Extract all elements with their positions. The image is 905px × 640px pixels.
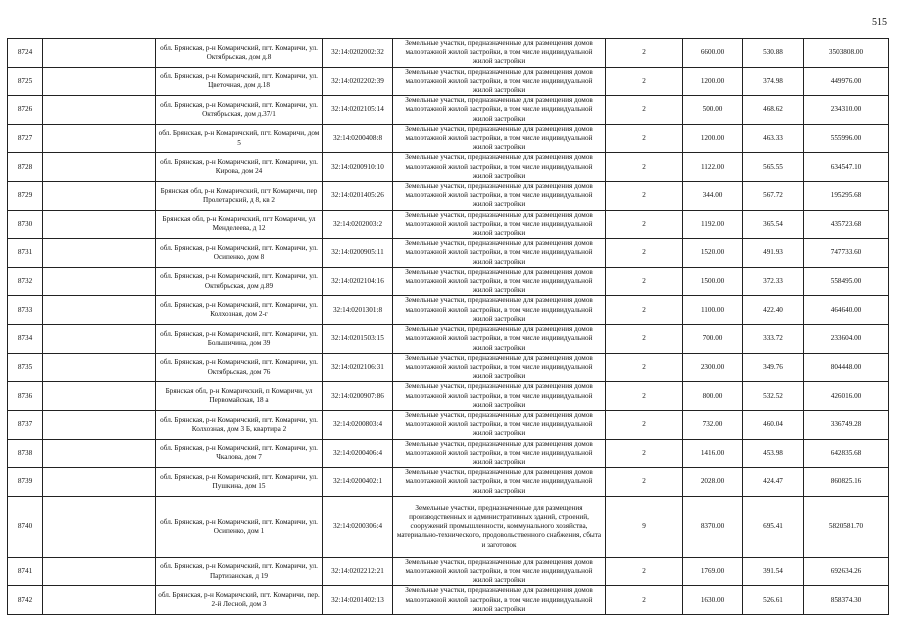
land-use-cell: Земельные участки, предназначенные для размещения домов малоэтажной жилой застройки, в том числе индивидуальной жилой застройки: [393, 239, 606, 268]
address-cell: обл. Брянская, р-н Комаричский, пгт. Комаричи, ул. Октябрьская, дом д.8: [156, 39, 323, 68]
table-row: [8, 325, 889, 354]
record-number-cell: 8742: [8, 586, 43, 615]
area-cell: 2028.00: [683, 468, 743, 497]
group-cell: 2: [606, 96, 683, 125]
empty-cell: [43, 382, 156, 411]
cadastral-value-cell: 5820581.70: [804, 496, 889, 557]
land-use-cell: Земельные участки, предназначенные для размещения домов малоэтажной жилой застройки, в том числе индивидуальной жилой застройки: [393, 586, 606, 615]
address-cell: обл. Брянская, р-н Комаричский, пгт. Комаричи, ул. Кирова, дом 24: [156, 153, 323, 182]
address-cell: обл. Брянская, р-н Комаричский, пгт. Комаричи, пер. 2-й Лесной, дом 3: [156, 586, 323, 615]
empty-cell: [43, 124, 156, 153]
cadastral-number-cell: 32:14:0202104:16: [323, 267, 393, 296]
table-row: [8, 124, 889, 153]
cadastral-value-cell: 747733.60: [804, 239, 889, 268]
table-row: [8, 468, 889, 497]
group-cell: 2: [606, 353, 683, 382]
cadastral-number-cell: 32:14:0201503:15: [323, 325, 393, 354]
empty-cell: [43, 96, 156, 125]
rate-cell: 453.98: [743, 439, 804, 468]
table-row: [8, 267, 889, 296]
cadastral-number-cell: 32:14:0201405:26: [323, 182, 393, 211]
address-cell: обл. Брянская, р-н Комаричский, пгт. Комаричи, ул. Колхозная, дом 2-г: [156, 296, 323, 325]
cadastral-value-cell: 860825.16: [804, 468, 889, 497]
cadastral-number-cell: 32:14:0201301:8: [323, 296, 393, 325]
record-number-cell: 8731: [8, 239, 43, 268]
cadastral-number-cell: 32:14:0200408:8: [323, 124, 393, 153]
group-cell: 2: [606, 410, 683, 439]
cadastral-value-cell: 3503808.00: [804, 39, 889, 68]
table-row: [8, 153, 889, 182]
empty-cell: [43, 410, 156, 439]
area-cell: 1100.00: [683, 296, 743, 325]
land-use-cell: Земельные участки, предназначенные для размещения домов малоэтажной жилой застройки, в том числе индивидуальной жилой застройки: [393, 382, 606, 411]
land-use-cell: Земельные участки, предназначенные для размещения домов малоэтажной жилой застройки, в том числе индивидуальной жилой застройки: [393, 439, 606, 468]
rate-cell: 491.93: [743, 239, 804, 268]
cadastral-value-cell: 858374.30: [804, 586, 889, 615]
rate-cell: 391.54: [743, 557, 804, 586]
area-cell: 1122.00: [683, 153, 743, 182]
table-row: [8, 296, 889, 325]
table-row: [8, 39, 889, 68]
group-cell: 2: [606, 39, 683, 68]
group-cell: 2: [606, 586, 683, 615]
address-cell: обл. Брянская, р-н Комаричский, пгт. Комаричи, ул. Цветочная, дом д.18: [156, 67, 323, 96]
area-cell: 344.00: [683, 182, 743, 211]
area-cell: 1192.00: [683, 210, 743, 239]
land-use-cell: Земельные участки, предназначенные для размещения домов малоэтажной жилой застройки, в том числе индивидуальной жилой застройки: [393, 410, 606, 439]
group-cell: 2: [606, 124, 683, 153]
rate-cell: 526.61: [743, 586, 804, 615]
area-cell: 700.00: [683, 325, 743, 354]
record-number-cell: 8726: [8, 96, 43, 125]
cadastral-value-cell: 336749.28: [804, 410, 889, 439]
address-cell: обл. Брянская, р-н Комаричский, пгт. Комаричи, ул. Осипенко, дом 8: [156, 239, 323, 268]
rate-cell: 460.04: [743, 410, 804, 439]
group-cell: 2: [606, 468, 683, 497]
cadastral-value-cell: 642835.68: [804, 439, 889, 468]
group-cell: 2: [606, 382, 683, 411]
cadastral-value-cell: 195295.68: [804, 182, 889, 211]
group-cell: 2: [606, 557, 683, 586]
land-use-cell: Земельные участки, предназначенные для размещения домов малоэтажной жилой застройки, в том числе индивидуальной жилой застройки: [393, 557, 606, 586]
cadastral-value-cell: 804448.00: [804, 353, 889, 382]
table-row: [8, 96, 889, 125]
cadastral-value-cell: 233604.00: [804, 325, 889, 354]
land-use-cell: Земельные участки, предназначенные для размещения домов малоэтажной жилой застройки, в том числе индивидуальной жилой застройки: [393, 296, 606, 325]
record-number-cell: 8740: [8, 496, 43, 557]
address-cell: обл. Брянская, р-н Комаричский, пгт. Комаричи, ул. Октябрьская, дом 76: [156, 353, 323, 382]
empty-cell: [43, 557, 156, 586]
record-number-cell: 8738: [8, 439, 43, 468]
empty-cell: [43, 153, 156, 182]
cadastral-value-cell: 558495.00: [804, 267, 889, 296]
group-cell: 2: [606, 239, 683, 268]
table-row: [8, 439, 889, 468]
cadastral-value-cell: 692634.26: [804, 557, 889, 586]
address-cell: Брянская обл, р-н Комаричский, пгт Комаричи, пер Пролетарский, д 8, кв 2: [156, 182, 323, 211]
area-cell: 732.00: [683, 410, 743, 439]
cadastral-value-cell: 464640.00: [804, 296, 889, 325]
address-cell: обл. Брянская, р-н Комаричский, пгт. Комаричи, ул. Пушкина, дом 15: [156, 468, 323, 497]
area-cell: 1630.00: [683, 586, 743, 615]
rate-cell: 565.55: [743, 153, 804, 182]
land-use-cell: Земельные участки, предназначенные для размещения домов малоэтажной жилой застройки, в том числе индивидуальной жилой застройки: [393, 67, 606, 96]
table-row: [8, 67, 889, 96]
rate-cell: 349.76: [743, 353, 804, 382]
group-cell: 9: [606, 496, 683, 557]
record-number-cell: 8734: [8, 325, 43, 354]
rate-cell: 422.40: [743, 296, 804, 325]
group-cell: 2: [606, 182, 683, 211]
record-number-cell: 8732: [8, 267, 43, 296]
rate-cell: 463.33: [743, 124, 804, 153]
table-row: [8, 586, 889, 615]
group-cell: 2: [606, 439, 683, 468]
area-cell: 1769.00: [683, 557, 743, 586]
registry-table: [7, 38, 889, 615]
record-number-cell: 8741: [8, 557, 43, 586]
area-cell: 1200.00: [683, 67, 743, 96]
cadastral-number-cell: 32:14:0200402:1: [323, 468, 393, 497]
record-number-cell: 8727: [8, 124, 43, 153]
cadastral-number-cell: 32:14:0200803:4: [323, 410, 393, 439]
land-use-cell: Земельные участки, предназначенные для размещения домов малоэтажной жилой застройки, в том числе индивидуальной жилой застройки: [393, 267, 606, 296]
land-use-cell: Земельные участки, предназначенные для размещения домов малоэтажной жилой застройки, в том числе индивидуальной жилой застройки: [393, 124, 606, 153]
group-cell: 2: [606, 210, 683, 239]
empty-cell: [43, 586, 156, 615]
group-cell: 2: [606, 296, 683, 325]
table-row: [8, 239, 889, 268]
land-use-cell: Земельные участки, предназначенные для размещения домов малоэтажной жилой застройки, в том числе индивидуальной жилой застройки: [393, 39, 606, 68]
cadastral-number-cell: 32:14:0202002:32: [323, 39, 393, 68]
group-cell: 2: [606, 267, 683, 296]
area-cell: 500.00: [683, 96, 743, 125]
cadastral-value-cell: 426016.00: [804, 382, 889, 411]
empty-cell: [43, 210, 156, 239]
land-use-cell: Земельные участки, предназначенные для размещения домов малоэтажной жилой застройки, в том числе индивидуальной жилой застройки: [393, 468, 606, 497]
area-cell: 6600.00: [683, 39, 743, 68]
record-number-cell: 8739: [8, 468, 43, 497]
record-number-cell: 8728: [8, 153, 43, 182]
page-number: 515: [872, 17, 887, 28]
address-cell: обл. Брянская, р-н Комаричский, пгт. Комаричи, ул. Чкалова, дом 7: [156, 439, 323, 468]
record-number-cell: 8725: [8, 67, 43, 96]
cadastral-number-cell: 32:14:0202003:2: [323, 210, 393, 239]
cadastral-value-cell: 435723.68: [804, 210, 889, 239]
land-use-cell: Земельные участки, предназначенные для размещения домов малоэтажной жилой застройки, в том числе индивидуальной жилой застройки: [393, 353, 606, 382]
empty-cell: [43, 325, 156, 354]
address-cell: обл. Брянская, р-н Комаричский, пгт. Комаричи, ул. Колхозная, дом 3 Б, квартира 2: [156, 410, 323, 439]
empty-cell: [43, 239, 156, 268]
empty-cell: [43, 182, 156, 211]
record-number-cell: 8736: [8, 382, 43, 411]
cadastral-number-cell: 32:14:0202202:39: [323, 67, 393, 96]
address-cell: обл. Брянская, р-н Комаричский, пгт. Комаричи, ул. Октябрьская, дом д.89: [156, 267, 323, 296]
record-number-cell: 8730: [8, 210, 43, 239]
cadastral-number-cell: 32:14:0200907:86: [323, 382, 393, 411]
empty-cell: [43, 496, 156, 557]
address-cell: обл. Брянская, р-н Комаричский, пгт. Комаричи, дом 5: [156, 124, 323, 153]
land-use-cell: Земельные участки, предназначенные для размещения домов малоэтажной жилой застройки, в том числе индивидуальной жилой застройки: [393, 182, 606, 211]
rate-cell: 532.52: [743, 382, 804, 411]
cadastral-number-cell: 32:14:0202105:14: [323, 96, 393, 125]
land-use-cell: Земельные участки, предназначенные для размещения домов малоэтажной жилой застройки, в том числе индивидуальной жилой застройки: [393, 96, 606, 125]
area-cell: 1200.00: [683, 124, 743, 153]
rate-cell: 530.88: [743, 39, 804, 68]
rate-cell: 365.54: [743, 210, 804, 239]
table-row: [8, 210, 889, 239]
empty-cell: [43, 39, 156, 68]
address-cell: обл. Брянская, р-н Комаричский, пгт. Комаричи, ул. Осипенко, дом 1: [156, 496, 323, 557]
cadastral-number-cell: 32:14:0201402:13: [323, 586, 393, 615]
rate-cell: 695.41: [743, 496, 804, 557]
rate-cell: 424.47: [743, 468, 804, 497]
table-row: [8, 182, 889, 211]
empty-cell: [43, 296, 156, 325]
cadastral-number-cell: 32:14:0200910:10: [323, 153, 393, 182]
rate-cell: 374.98: [743, 67, 804, 96]
address-cell: обл. Брянская, р-н Комаричский, пгт. Комаричи, ул. Октябрьская, дом д.37/1: [156, 96, 323, 125]
address-cell: обл. Брянская, р-н Комаричский, пгт. Комаричи, ул. Партизанская, д 19: [156, 557, 323, 586]
table-row: [8, 382, 889, 411]
group-cell: 2: [606, 153, 683, 182]
table-body: [8, 39, 889, 615]
cadastral-value-cell: 634547.10: [804, 153, 889, 182]
group-cell: 2: [606, 67, 683, 96]
cadastral-number-cell: 32:14:0200306:4: [323, 496, 393, 557]
record-number-cell: 8735: [8, 353, 43, 382]
table-row: [8, 410, 889, 439]
address-cell: Брянская обл, р-н Комаричский, пгт Комаричи, ул Менделеева, д 12: [156, 210, 323, 239]
area-cell: 1416.00: [683, 439, 743, 468]
rate-cell: 333.72: [743, 325, 804, 354]
group-cell: 2: [606, 325, 683, 354]
land-use-cell: Земельные участки, предназначенные для размещения домов малоэтажной жилой застройки, в том числе индивидуальной жилой застройки: [393, 210, 606, 239]
area-cell: 1500.00: [683, 267, 743, 296]
rate-cell: 372.33: [743, 267, 804, 296]
record-number-cell: 8729: [8, 182, 43, 211]
record-number-cell: 8737: [8, 410, 43, 439]
land-use-cell: Земельные участки, предназначенные для размещения домов малоэтажной жилой застройки, в том числе индивидуальной жилой застройки: [393, 153, 606, 182]
cadastral-number-cell: 32:14:0200406:4: [323, 439, 393, 468]
empty-cell: [43, 353, 156, 382]
cadastral-value-cell: 555996.00: [804, 124, 889, 153]
cadastral-number-cell: 32:14:0202106:31: [323, 353, 393, 382]
land-use-cell: Земельные участки, предназначенные для размещения производственных и административных зданий, строений, сооружений промышленности, коммунального хозяйства, материально-технического, продовольственного снабжения, сбыта и заготовок: [393, 496, 606, 557]
cadastral-value-cell: 234310.00: [804, 96, 889, 125]
address-cell: обл. Брянская, р-н Комаричский, пгт. Комаричи, ул. Большичина, дом 39: [156, 325, 323, 354]
empty-cell: [43, 468, 156, 497]
rate-cell: 567.72: [743, 182, 804, 211]
table-row: [8, 496, 889, 557]
area-cell: 800.00: [683, 382, 743, 411]
record-number-cell: 8733: [8, 296, 43, 325]
address-cell: Брянская обл, р-н Комаричский, п Комаричи, ул Первомайская, 18 а: [156, 382, 323, 411]
rate-cell: 468.62: [743, 96, 804, 125]
area-cell: 2300.00: [683, 353, 743, 382]
record-number-cell: 8724: [8, 39, 43, 68]
table-row: [8, 353, 889, 382]
area-cell: 1520.00: [683, 239, 743, 268]
area-cell: 8370.00: [683, 496, 743, 557]
cadastral-number-cell: 32:14:0200905:11: [323, 239, 393, 268]
cadastral-number-cell: 32:14:0202212:21: [323, 557, 393, 586]
land-use-cell: Земельные участки, предназначенные для размещения домов малоэтажной жилой застройки, в том числе индивидуальной жилой застройки: [393, 325, 606, 354]
cadastral-value-cell: 449976.00: [804, 67, 889, 96]
empty-cell: [43, 67, 156, 96]
empty-cell: [43, 267, 156, 296]
table-row: [8, 557, 889, 586]
empty-cell: [43, 439, 156, 468]
